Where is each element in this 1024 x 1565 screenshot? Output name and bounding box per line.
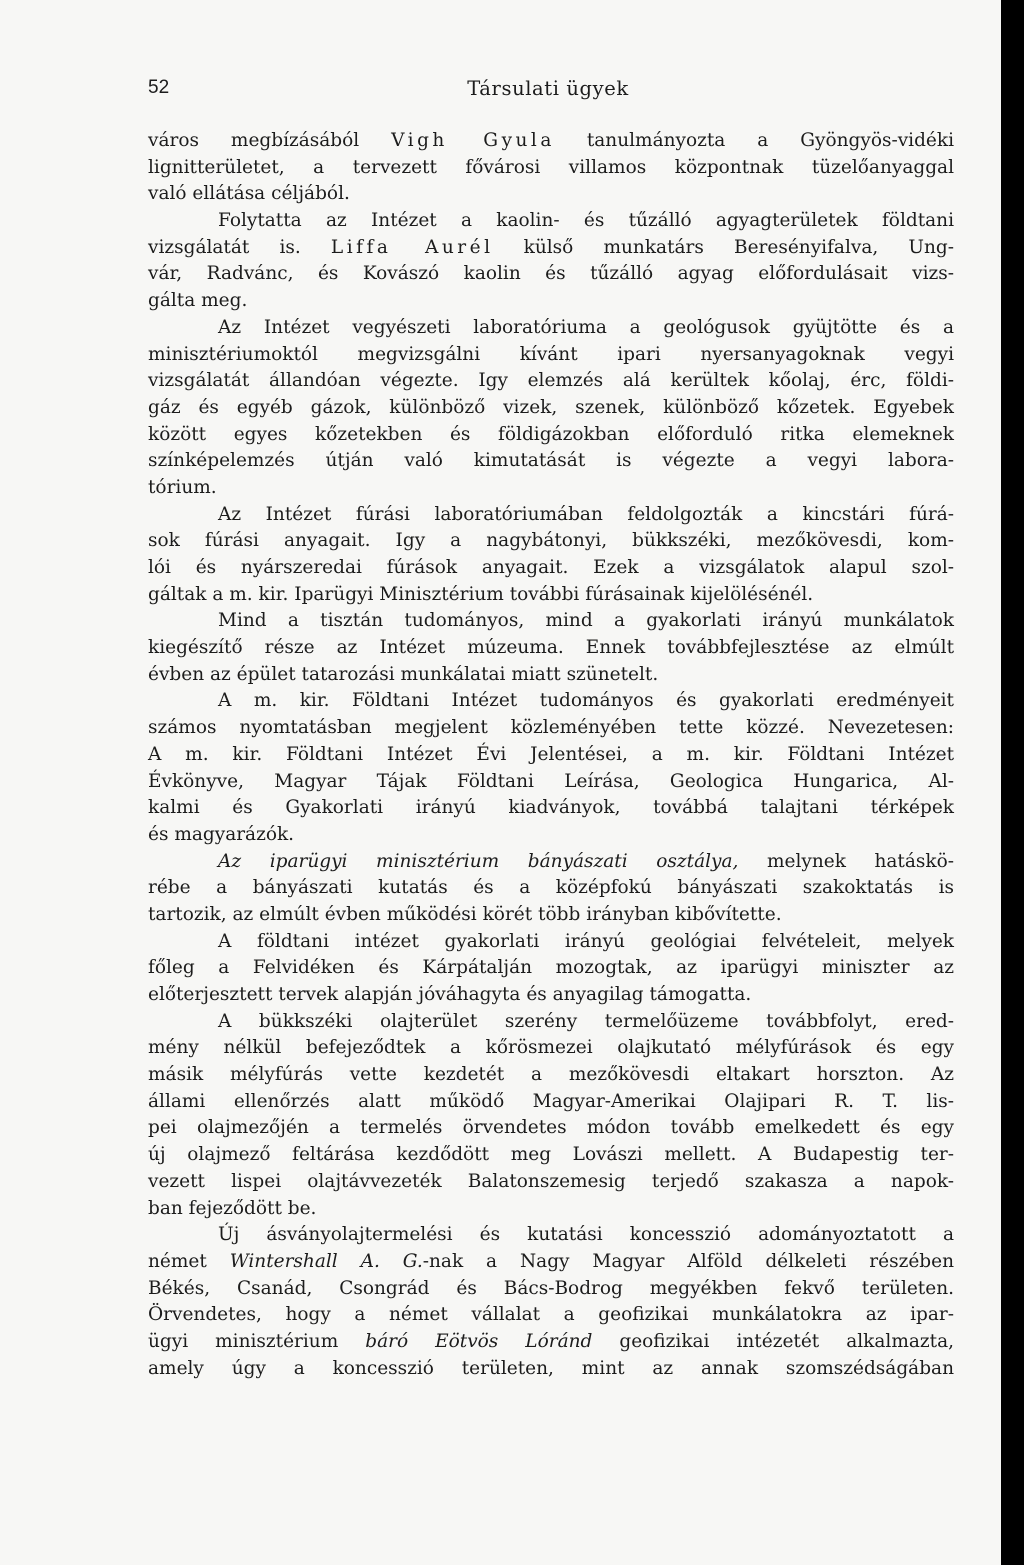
text-run: lignitterületet, a tervezett fővárosi villamos központnak tüzelőanyaggal	[148, 156, 954, 178]
text-line	[148, 1196, 954, 1223]
text-line	[148, 795, 954, 822]
text-line	[148, 1356, 954, 1383]
text-run: között egyes kőzetekben és földigázokban előforduló ritka elemeknek	[148, 423, 954, 445]
text-line	[148, 1222, 954, 1249]
text-run: A földtani intézet gyakorlati irányú geológiai felvételeit, melyek	[218, 930, 954, 952]
text-run: pei olajmezőjén a termelés örvendetes módon tovább emelkedett és egy	[148, 1117, 954, 1139]
text-run: évben az épület tatarozási munkálatai miatt szünetelt.	[148, 663, 659, 685]
text-line	[148, 875, 954, 902]
text-run: vizsgálatát állandóan végezte. Igy elemzés alá kerültek kőolaj, érc, földi-	[148, 370, 954, 392]
running-title: Társulati ügyek	[467, 77, 629, 100]
text-run: főleg a Felvidéken és Kárpátalján mozogtak, az iparügyi miniszter az	[148, 957, 954, 979]
text-run: lói és nyárszeredai fúrások anyagait. Ezek a vizsgálatok alapul szol-	[148, 557, 954, 578]
text-run: Az Intézet fúrási laboratóriumában feldolgozták a kincstári fúrá-	[218, 503, 954, 525]
text-line	[148, 822, 954, 849]
text-run: új olajmező feltárása kezdődött meg Lovászi mellett. A Budapestig ter-	[148, 1144, 954, 1166]
text-line	[148, 155, 954, 182]
text-run: kalmi és Gyakorlati irányú kiadványok, továbbá talajtani térképek	[148, 797, 954, 819]
text-line	[148, 608, 954, 635]
text-line	[148, 1142, 954, 1169]
text-line	[148, 715, 954, 742]
text-run: A m. kir. Földtani Intézet tudományos és gyakorlati eredményeit	[218, 690, 954, 712]
text-line	[148, 448, 954, 475]
text-run: vezett lispei olajtávvezeték Balatonszemesig terjedő szakasza a napok-	[148, 1170, 954, 1192]
text-run: A m. kir. Földtani Intézet Évi Jelentései, a m. kir. Földtani Intézet	[148, 743, 954, 765]
text-run: ban fejeződött be.	[148, 1197, 317, 1219]
text-run: állami ellenőrzés alatt működő Magyar-Amerikai Olajipari R. T. lis-	[148, 1090, 954, 1112]
text-line	[148, 208, 954, 235]
text-line	[148, 181, 954, 208]
text-run: színképelemzés útján való kimutatását is végezte a vegyi labora-	[148, 450, 954, 472]
text-line	[148, 635, 954, 662]
text-run: Folytatta az Intézet a kaolin- és tűzálló agyagterületek földtani	[218, 210, 954, 232]
italic-text: Wintershall A. G.	[229, 1250, 423, 1272]
text-line	[148, 395, 954, 422]
text-line	[148, 475, 954, 502]
text-line	[148, 662, 954, 689]
text-run: rébe a bányászati kutatás és a középfokú bányászati szakoktatás is	[148, 877, 954, 899]
scan-edge	[1001, 0, 1024, 1565]
text-line	[148, 342, 954, 369]
text-run: Békés, Csanád, Csongrád és Bács-Bodrog megyékben fekvő területen.	[148, 1277, 954, 1299]
text-line	[148, 368, 954, 395]
text-run: minisztériumoktól megvizsgálni kívánt ipari nyersanyagoknak vegyi	[148, 343, 954, 365]
text-run: előterjesztett tervek alapján jóváhagyta és anyagilag támogatta.	[148, 984, 752, 1005]
text-run: másik mélyfúrás vette kezdetét a mezőkövesdi eltakart horszton. Az	[148, 1064, 954, 1086]
text-line	[148, 582, 954, 609]
text-run: -nak a Nagy Magyar Alföld délkeleti részében	[422, 1250, 954, 1272]
text-run: külső munkatárs Beresényifalva, Ung-	[493, 236, 954, 258]
text-line	[148, 955, 954, 982]
text-line	[148, 902, 954, 929]
text-line	[148, 688, 954, 715]
text-line	[148, 1249, 954, 1276]
text-run: vizsgálatát is.	[148, 236, 331, 258]
text-run: gáz és egyéb gázok, különböző vizek, szenek, különböző kőzetek. Egyebek	[148, 396, 954, 418]
text-run: Évkönyve, Magyar Tájak Földtani Leírása, Geologica Hungarica, Al-	[148, 770, 954, 792]
text-line	[148, 288, 954, 315]
text-run: gáltak a m. kir. Iparügyi Minisztérium további fúrásainak kijelölésénél.	[148, 583, 814, 605]
text-line	[148, 528, 954, 555]
text-run: geofizikai intézetét alkalmazta,	[592, 1330, 954, 1352]
text-line	[148, 261, 954, 288]
text-run: mény nélkül befejeződtek a kőrösmezei olajkutató mélyfúrások és egy	[148, 1037, 954, 1059]
page-number: 52	[148, 77, 170, 98]
text-line	[148, 315, 954, 342]
text-line	[148, 1276, 954, 1303]
text-run: tartozik, az elmúlt évben működési körét több irányban kibővítette.	[148, 903, 782, 925]
text-run: Az Intézet vegyészeti laboratóriuma a geológusok gyüjtötte és a	[218, 316, 954, 338]
body-text	[148, 128, 954, 1382]
text-run: Új ásványolajtermelési és kutatási koncesszió adományoztatott a	[218, 1224, 954, 1246]
text-run: város megbízásából	[148, 130, 392, 151]
text-run: A bükkszéki olajterület szerény termelőüzeme továbbfolyt, ered-	[218, 1010, 954, 1032]
text-line	[148, 1089, 954, 1116]
text-run: és magyarázók.	[148, 823, 295, 845]
text-line	[148, 742, 954, 769]
text-run: melynek hatáskö-	[738, 850, 954, 872]
text-line	[148, 1062, 954, 1089]
text-line	[148, 1302, 954, 1329]
text-run: amely úgy a koncesszió területen, mint az annak szomszédságában	[148, 1357, 954, 1379]
spaced-name: Vigh Gyula	[391, 130, 555, 151]
text-line	[148, 982, 954, 1009]
text-run: Örvendetes, hogy a német vállalat a geofizikai munkálatokra az ipar-	[148, 1304, 954, 1326]
text-run: való ellátása céljából.	[148, 183, 350, 205]
text-run: német	[148, 1250, 230, 1272]
text-line	[148, 555, 954, 582]
text-run: gálta meg.	[148, 290, 248, 312]
text-line	[148, 849, 954, 876]
text-line	[148, 1115, 954, 1142]
italic-text: báró Eötvös Lóránd	[365, 1330, 593, 1352]
text-line	[148, 1169, 954, 1196]
text-line	[148, 1009, 954, 1036]
text-run: tórium.	[148, 476, 217, 498]
text-line	[148, 929, 954, 956]
text-line	[148, 1035, 954, 1062]
page-header	[148, 77, 948, 107]
italic-text: Az iparügyi minisztérium bányászati osztálya,	[218, 850, 739, 872]
text-run: sok fúrási anyagait. Igy a nagybátonyi, bükkszéki, mezőkövesdi, kom-	[148, 530, 954, 552]
text-run: vár, Radvánc, és Kovászó kaolin és tűzálló agyag előfordulásait vizs-	[148, 263, 954, 285]
text-line	[148, 235, 954, 262]
text-run: Mind a tisztán tudományos, mind a gyakorlati irányú munkálatok	[218, 610, 954, 632]
text-run: számos nyomtatásban megjelent közleményében tette közzé. Nevezetesen:	[148, 717, 954, 739]
spaced-name: Liffa Aurél	[330, 236, 494, 258]
text-line	[148, 1329, 954, 1356]
text-run: tanulmányozta a Gyöngyös-vidéki	[554, 130, 954, 151]
text-line	[148, 769, 954, 796]
text-run: ügyi minisztérium	[148, 1330, 366, 1352]
text-line	[148, 502, 954, 529]
text-line	[148, 422, 954, 449]
text-run: kiegészítő része az Intézet múzeuma. Ennek továbbfejlesztése az elmúlt	[148, 637, 954, 659]
text-line	[148, 128, 954, 155]
